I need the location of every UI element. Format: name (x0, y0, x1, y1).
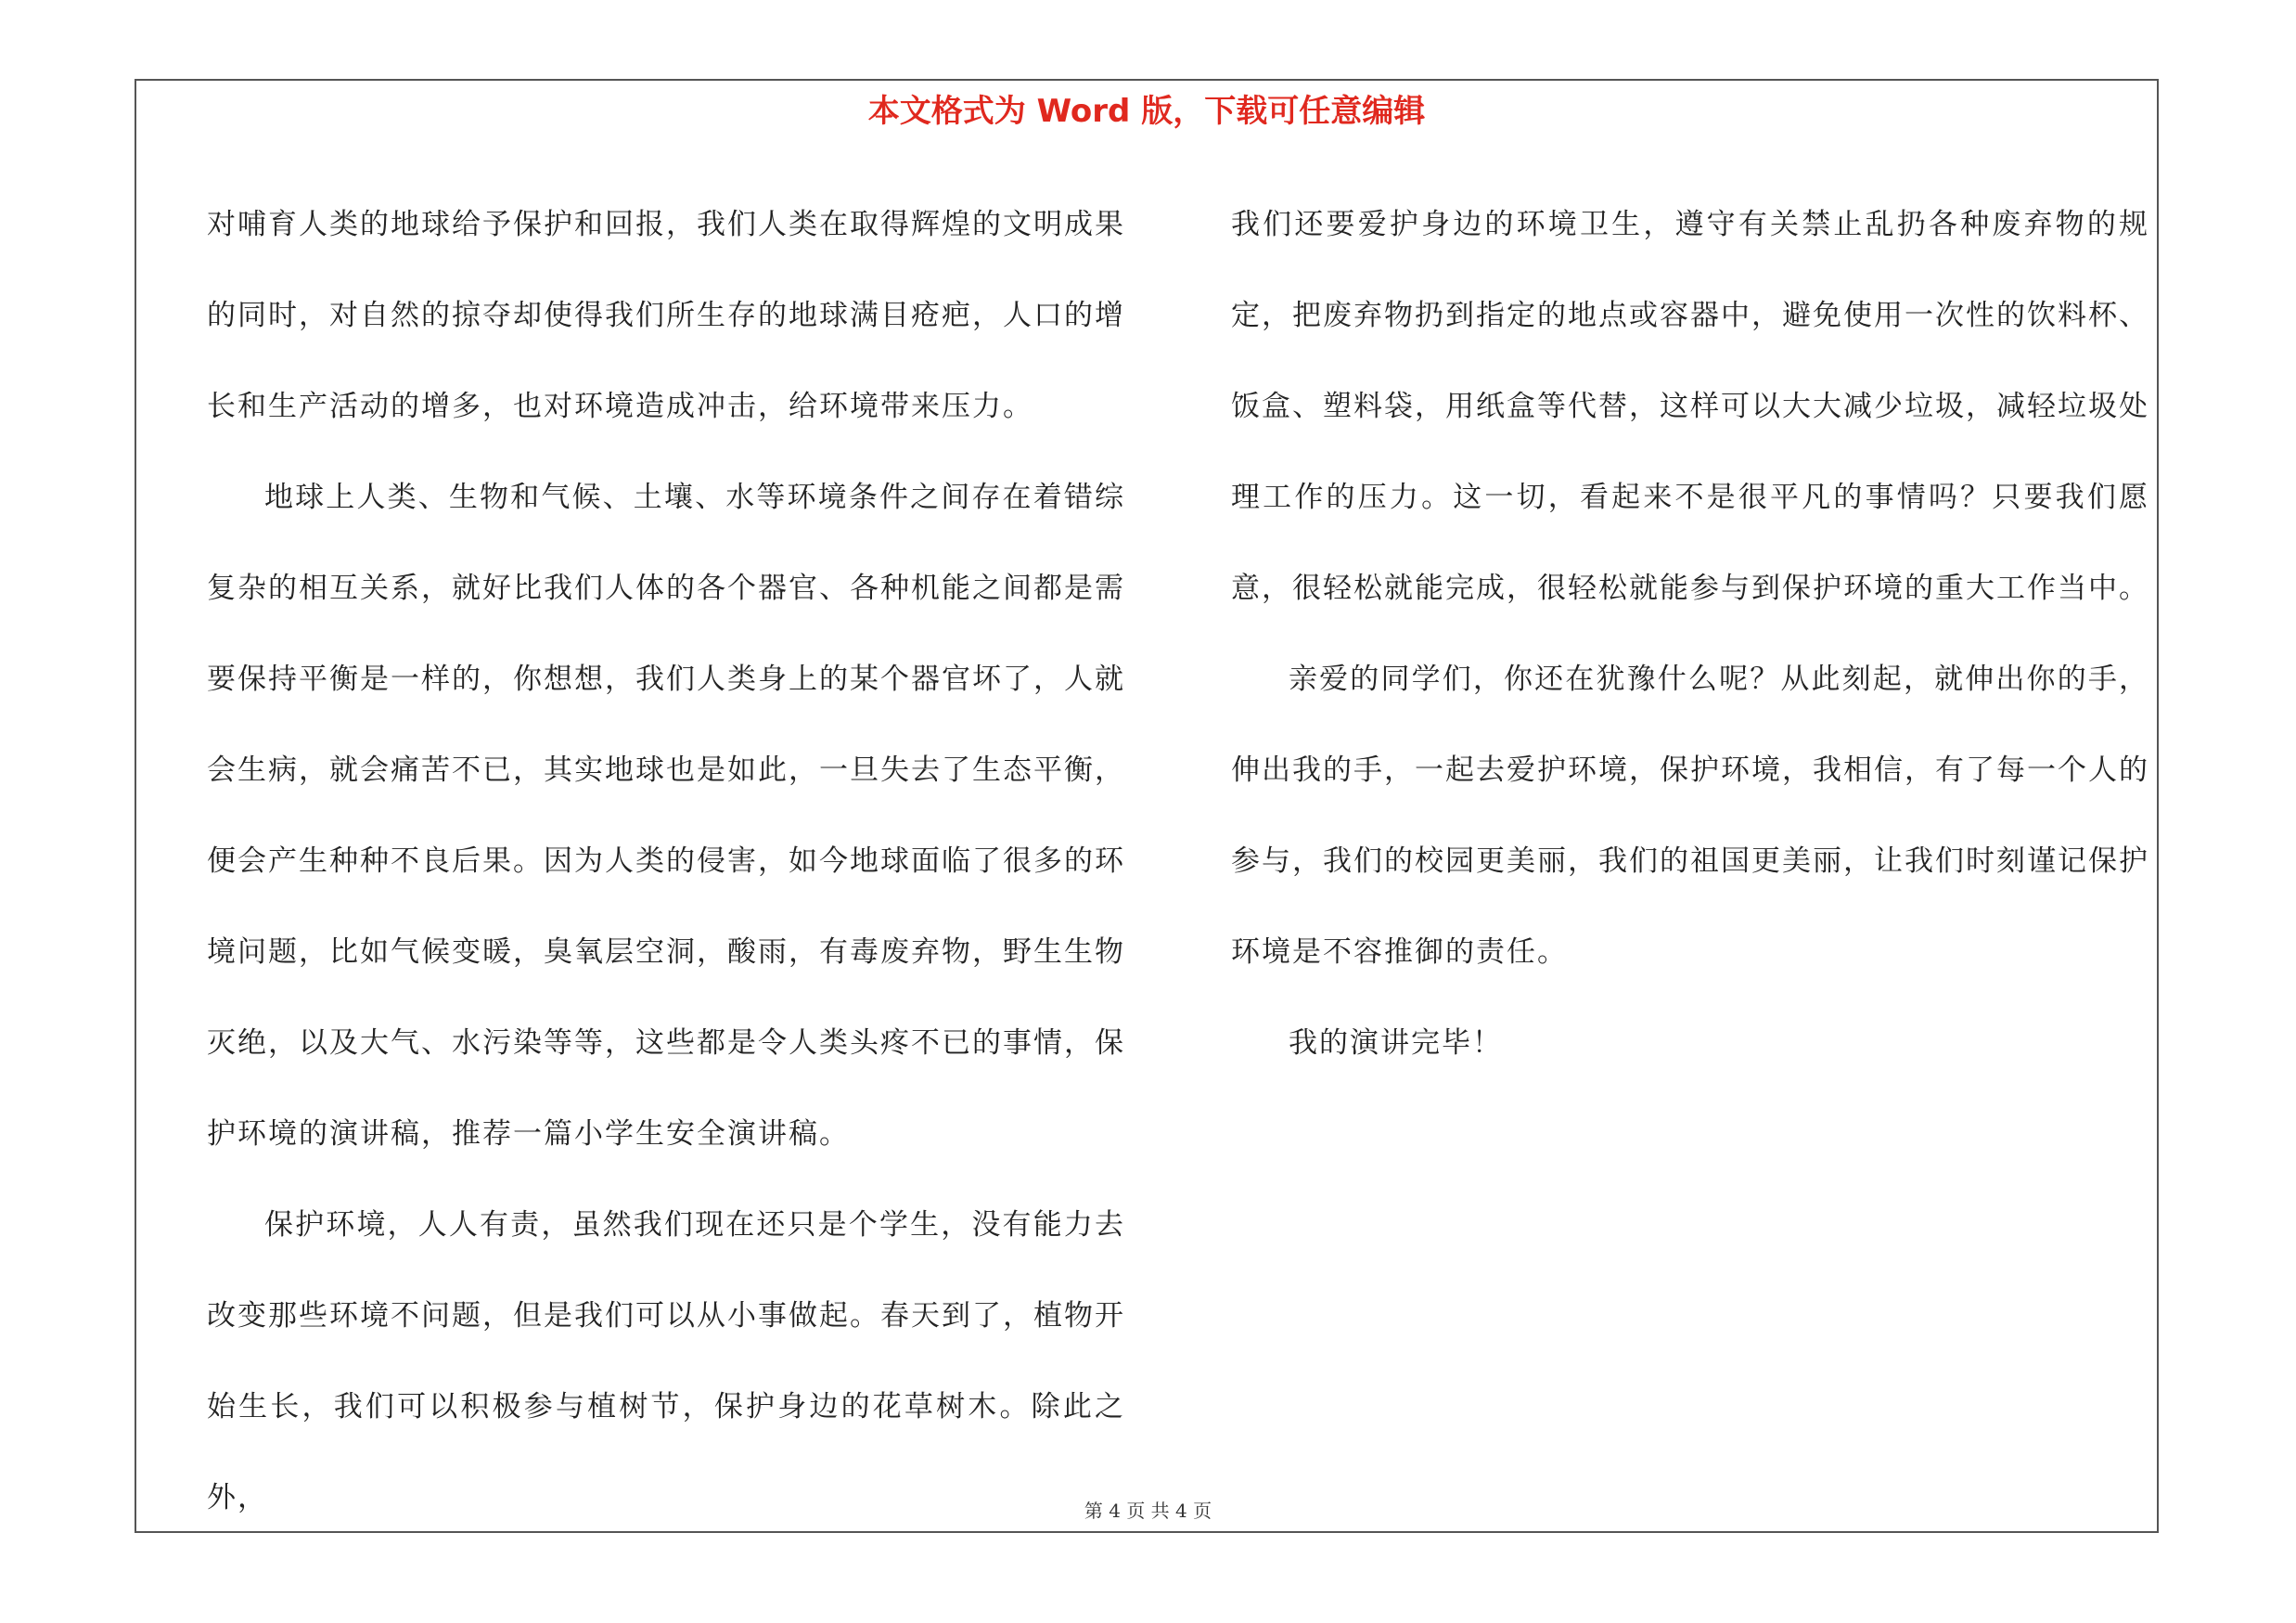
right-paragraph-1: 我们还要爱护身边的环境卫生，遵守有关禁止乱扔各种废弃物的规定，把废弃物扔到指定的地点或容器中，避免使用一次性的饮料杯、饭盒、塑料袋，用纸盒等代替，这样可以大大减少垃圾，减轻垃圾处理工作的压力。这一切，看起来不是很平凡的事情吗？只要我们愿意，很轻松就能完成，很轻松就能参与到保护环境的重大工作当中。 (1231, 208, 2149, 605)
right-paragraph-2: 亲爱的同学们，你还在犹豫什么呢？从此刻起，就伸出你的手，伸出我的手，一起去爱护环境，保护环境，我相信，有了每一个人的参与，我们的校园更美丽，我们的祖国更美丽，让我们时刻谨记保护环境是不容推御的责任。 (1231, 663, 2149, 969)
right-column (1231, 179, 2149, 1088)
left-paragraph-3: 保护环境，人人有责，虽然我们现在还只是个学生，没有能力去改变那些环境不问题，但是我们可以从小事做起。春天到了，植物开始生长，我们可以积极参与植树节，保护身边的花草树木。除此之外， (207, 1208, 1125, 1514)
left-paragraph-2: 地球上人类、生物和气候、土壤、水等环境条件之间存在着错综复杂的相互关系，就好比我们人体的各个器官、各种机能之间都是需要保持平衡是一样的，你想想，我们人类身上的某个器官坏了，人就会生病，就会痛苦不已，其实地球也是如此，一旦失去了生态平衡，便会产生种种不良后果。因为人类的侵害，如今地球面临了很多的环境问题，比如气候变暖，臭氧层空洞，酸雨，有毒废弃物，野生生物灭绝，以及大气、水污染等等，这些都是令人类头疼不已的事情，保护环境的演讲稿，推荐一篇小学生安全演讲稿。 (207, 481, 1125, 1151)
left-paragraph-1: 对哺育人类的地球给予保护和回报，我们人类在取得辉煌的文明成果的同时，对自然的掠夺却使得我们所生存的地球满目疮疤，人口的增长和生产活动的增多，也对环境造成冲击，给环境带来压力。 (207, 208, 1125, 423)
left-column (207, 179, 1125, 1543)
header-banner: 本文格式为 Word 版，下载可任意编辑 (867, 93, 1426, 130)
right-paragraph-3: 我的演讲完毕！ (1289, 1026, 1503, 1060)
page-number: 第 4 页 共 4 页 (1084, 1500, 1212, 1522)
